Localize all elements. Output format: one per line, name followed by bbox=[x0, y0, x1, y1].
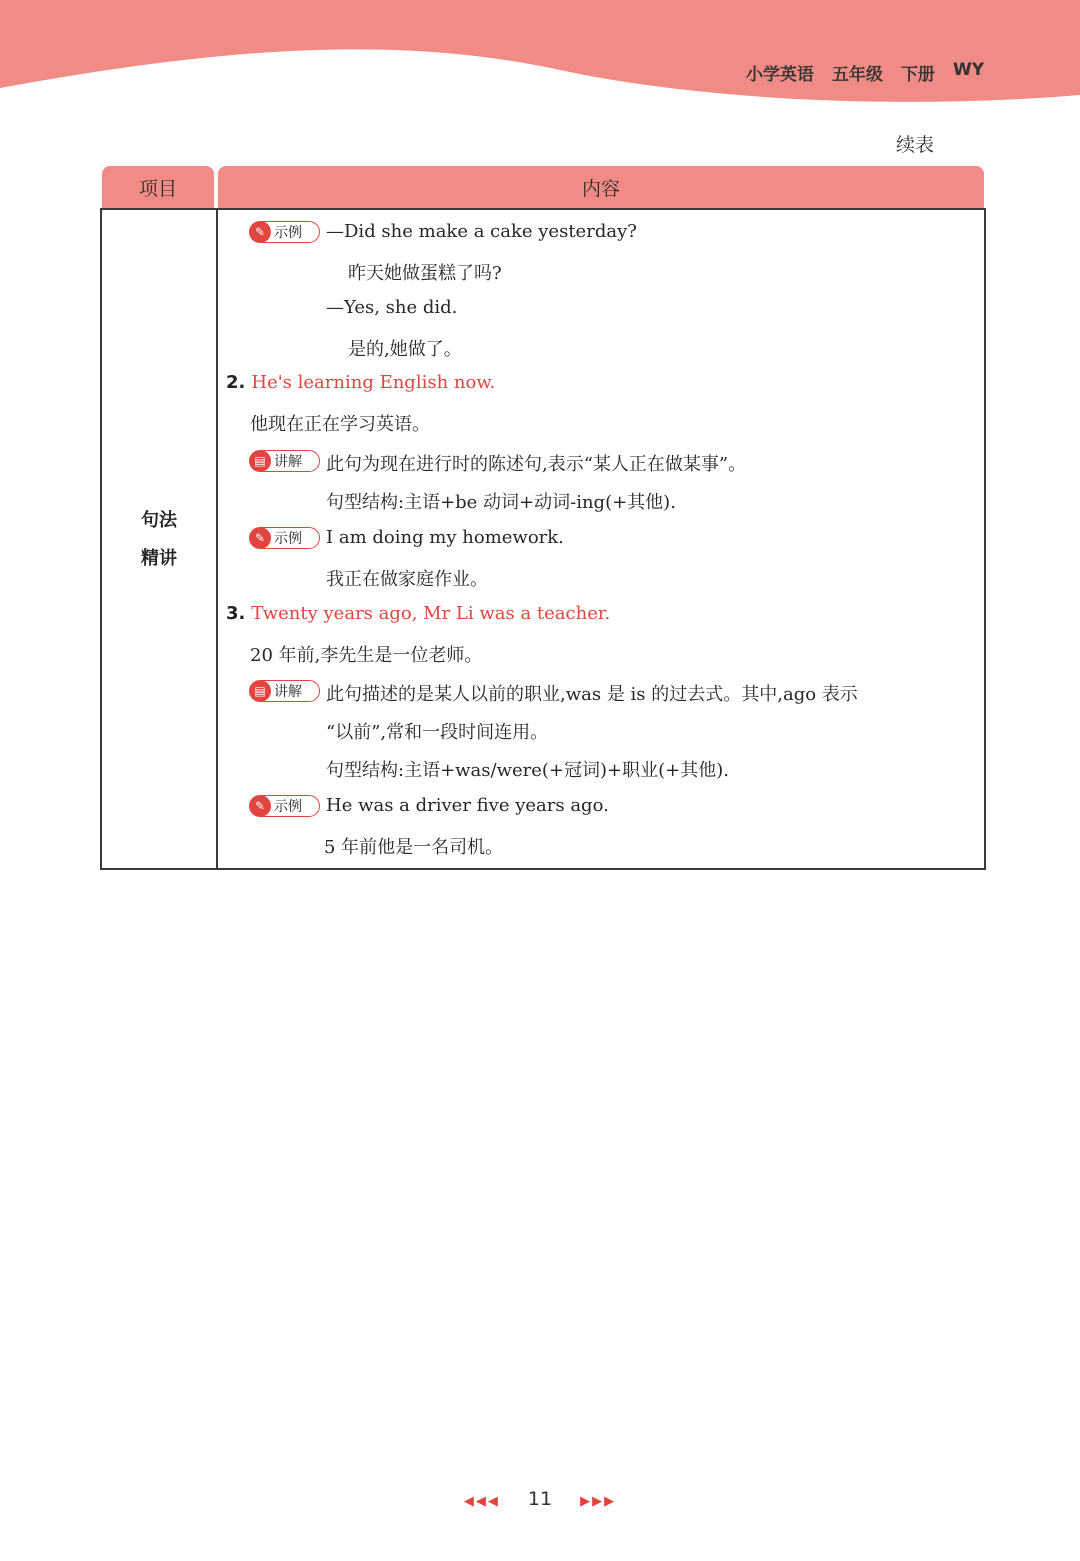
header-wave-shape bbox=[0, 0, 1080, 110]
sentence-english: Twenty years ago, Mr Li was a teacher. bbox=[251, 603, 611, 624]
pencil-icon: ✎ bbox=[249, 795, 271, 817]
example-badge bbox=[250, 527, 320, 549]
example-answer: —Yes, she did. bbox=[326, 297, 458, 318]
header-grade: 五年级 bbox=[831, 65, 883, 85]
sentence-2 bbox=[226, 372, 495, 393]
table-body bbox=[100, 208, 986, 870]
sentence-2-explain: 此句为现在进行时的陈述句,表示“某人正在做某事”。 bbox=[326, 454, 747, 475]
example-question: —Did she make a cake yesterday? bbox=[326, 221, 637, 242]
sentence-3-structure: 句型结构:主语+was/were(+冠词)+职业(+其他). bbox=[326, 760, 729, 781]
book-icon: ▤ bbox=[249, 680, 271, 702]
sentence-3-example: He was a driver five years ago. bbox=[326, 795, 609, 816]
sentence-english: He's learning English now. bbox=[251, 372, 496, 393]
item-label-line1: 句法 bbox=[141, 510, 177, 531]
page-footer bbox=[0, 1488, 1080, 1510]
badge-label: 讲解 bbox=[274, 684, 302, 700]
sentence-2-example: I am doing my homework. bbox=[326, 527, 564, 548]
explain-badge bbox=[250, 680, 320, 702]
sentence-3-explain-2: “以前”,常和一段时间连用。 bbox=[326, 722, 549, 743]
badge-label: 示例 bbox=[274, 225, 302, 241]
item-label-line2: 精讲 bbox=[141, 548, 177, 569]
header-volume: 下册 bbox=[900, 65, 935, 85]
book-icon: ▤ bbox=[249, 450, 271, 472]
right-arrows-icon: ▶▶▶ bbox=[580, 1494, 617, 1509]
left-arrows-icon: ◀◀◀ bbox=[463, 1494, 500, 1509]
sentence-number: 3. bbox=[226, 603, 246, 624]
badge-label: 讲解 bbox=[274, 454, 302, 470]
pencil-icon: ✎ bbox=[249, 221, 271, 243]
page-number: 11 bbox=[527, 1488, 553, 1510]
sentence-3-example-cn: 5 年前他是一名司机。 bbox=[324, 837, 504, 858]
sentence-3 bbox=[226, 603, 610, 624]
example-badge bbox=[250, 795, 320, 817]
grammar-table bbox=[100, 166, 984, 868]
column-divider bbox=[216, 210, 218, 868]
badge-label: 示例 bbox=[274, 799, 302, 815]
example-badge bbox=[250, 221, 320, 243]
badge-label: 示例 bbox=[274, 531, 302, 547]
explain-badge bbox=[250, 450, 320, 472]
column-header-item: 项目 bbox=[102, 166, 214, 208]
header-edition: WY bbox=[952, 60, 984, 80]
example-answer-cn: 是的,她做了。 bbox=[348, 339, 462, 360]
example-question-cn: 昨天她做蛋糕了吗? bbox=[348, 263, 502, 284]
sentence-3-explain-1: 此句描述的是某人以前的职业,was 是 is 的过去式。其中,ago 表示 bbox=[326, 684, 858, 705]
pencil-icon: ✎ bbox=[249, 527, 271, 549]
header-book: 小学英语 bbox=[745, 65, 814, 85]
item-label bbox=[102, 502, 216, 578]
sentence-3-cn: 20 年前,李先生是一位老师。 bbox=[250, 645, 483, 666]
continued-label: 续表 bbox=[896, 134, 935, 156]
sentence-2-example-cn: 我正在做家庭作业。 bbox=[326, 569, 488, 590]
header-band bbox=[0, 0, 1080, 110]
sentence-number: 2. bbox=[226, 372, 246, 393]
sentence-2-structure: 句型结构:主语+be 动词+动词-ing(+其他). bbox=[326, 492, 676, 513]
sentence-2-cn: 他现在正在学习英语。 bbox=[250, 414, 430, 435]
header-book-info bbox=[746, 60, 984, 85]
column-header-content: 内容 bbox=[218, 166, 984, 208]
